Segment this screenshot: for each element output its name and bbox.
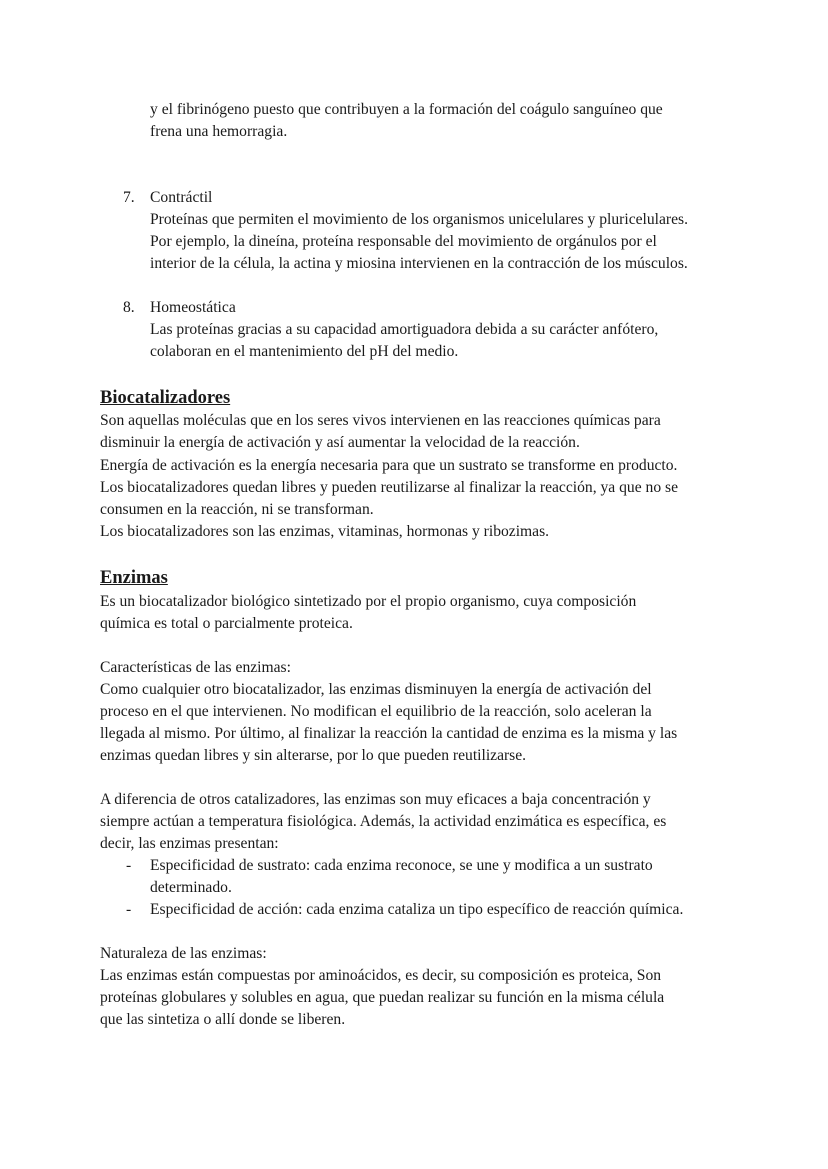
text-line: disminuir la energía de activación y así aumentar la velocidad de la reacción. — [100, 434, 580, 451]
text-line: Los biocatalizadores son las enzimas, vitaminas, hormonas y ribozimas. — [100, 523, 550, 540]
text-line: química es total o parcialmente proteica. — [100, 615, 353, 632]
subheading: Características de las enzimas: — [100, 659, 291, 676]
text-line: Energía de activación es la energía necesaria para que un sustrato se transforme en producto. — [100, 457, 678, 474]
text-line: Las proteínas gracias a su capacidad amortiguadora debida a su carácter anfótero, — [150, 321, 659, 338]
text-line: colaboran en el mantenimiento del pH del medio. — [150, 343, 459, 360]
text-line: Proteínas que permiten el movimiento de los organismos unicelulares y pluricelulares. — [150, 211, 688, 228]
text-line: Es un biocatalizador biológico sintetizado por el propio organismo, cuya composición — [100, 593, 637, 610]
section-heading-biocatalizadores: Biocatalizadores — [100, 388, 231, 408]
bullet-text: Especificidad de acción: cada enzima cataliza un tipo específico de reacción química. — [150, 901, 684, 918]
list-item-title: Homeostática — [150, 299, 236, 316]
text-line: interior de la célula, la actina y miosina intervienen en la contracción de los músculos. — [150, 255, 688, 272]
text-line: Las enzimas están compuestas por aminoácidos, es decir, su composición es proteica, Son — [100, 967, 662, 984]
list-item-title: Contráctil — [150, 189, 213, 206]
bullet-marker: - — [126, 901, 132, 918]
bullet-marker: - — [126, 857, 132, 874]
section-heading-enzimas: Enzimas — [100, 568, 168, 588]
subheading: Naturaleza de las enzimas: — [100, 945, 267, 962]
text-line: llegada al mismo. Por último, al finalizar la reacción la cantidad de enzima es la misma y las — [100, 725, 678, 742]
text-line: y el fibrinógeno puesto que contribuyen a la formación del coágulo sanguíneo que — [150, 101, 663, 118]
text-line: enzimas quedan libres y sin alterarse, por lo que pueden reutilizarse. — [100, 747, 527, 764]
text-line: consumen en la reacción, ni se transforman. — [100, 501, 374, 518]
text-line: proteínas globulares y solubles en agua, que puedan realizar su función en la misma célula — [100, 989, 665, 1006]
bullet-text: determinado. — [150, 879, 232, 896]
text-line: frena una hemorragia. — [150, 123, 288, 140]
text-line: Son aquellas moléculas que en los seres vivos intervienen en las reacciones químicas para — [100, 412, 661, 429]
list-number: 8. — [123, 299, 135, 316]
bullet-text: Especificidad de sustrato: cada enzima reconoce, se une y modifica a un sustrato — [150, 857, 653, 874]
list-number: 7. — [123, 189, 135, 206]
text-line: Como cualquier otro biocatalizador, las enzimas disminuyen la energía de activación del — [100, 681, 652, 698]
text-line: siempre actúan a temperatura fisiológica. Además, la actividad enzimática es específica, es — [100, 813, 667, 830]
text-line: decir, las enzimas presentan: — [100, 835, 279, 852]
text-line: A diferencia de otros catalizadores, las enzimas son muy eficaces a baja concentración y — [100, 791, 651, 808]
text-line: proceso en el que intervienen. No modifican el equilibrio de la reacción, solo aceleran la — [100, 703, 652, 720]
text-line: Los biocatalizadores quedan libres y pueden reutilizarse al finalizar la reacción, ya que no se — [100, 479, 679, 496]
text-line: que las sintetiza o allí donde se liberen. — [100, 1011, 346, 1028]
text-line: Por ejemplo, la dineína, proteína responsable del movimiento de orgánulos por el — [150, 233, 657, 250]
